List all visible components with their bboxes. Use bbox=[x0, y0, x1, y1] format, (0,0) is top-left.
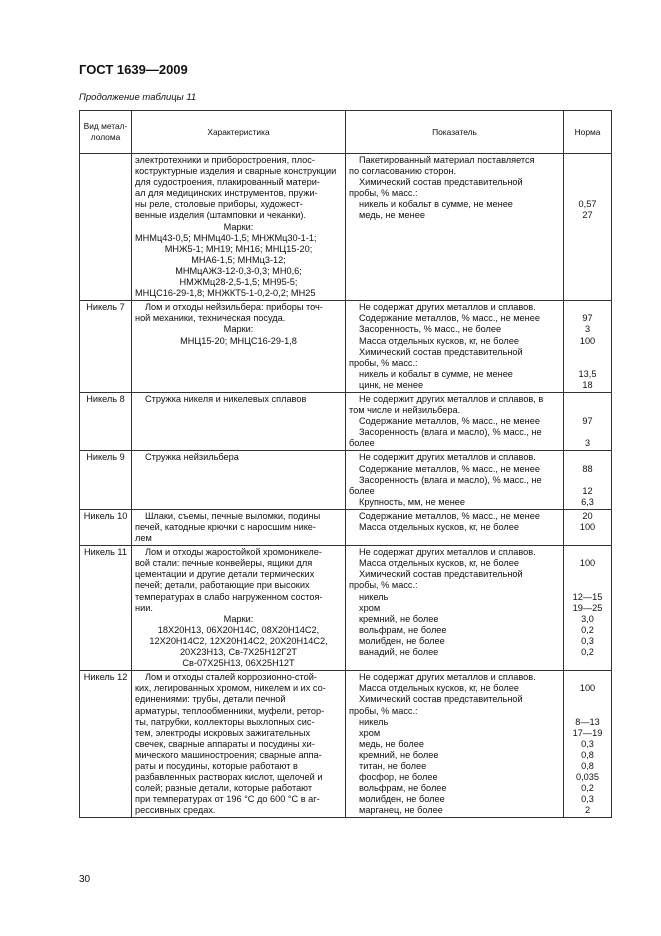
cell-characteristic bbox=[132, 154, 346, 301]
cell-indicator-line: вольфрам, не более bbox=[359, 624, 447, 635]
cell-indicator-line: Масса отдельных кусков, кг, не более bbox=[359, 522, 519, 532]
norm-value: 19—25 bbox=[572, 602, 603, 613]
norm-value: 17—19 bbox=[572, 727, 603, 738]
cell-indicator-line: никель bbox=[359, 591, 389, 602]
cell-indicator-line: Крупность, мм, не менее bbox=[359, 496, 465, 507]
cell-characteristic-line: ал для медицинских инструментов, пружи- bbox=[135, 188, 318, 199]
cell-characteristic bbox=[132, 451, 346, 509]
norm-value: 0,2 bbox=[581, 624, 594, 635]
cell-characteristic-line: разбавленных растворах кислот, щелочей и bbox=[135, 772, 323, 783]
cell-characteristic-line: МНЦС16-29-1,8; МНЖКТ5-1-0,2-0,2; МН25 bbox=[135, 288, 316, 299]
cell-characteristic-line: рессивных средах. bbox=[135, 805, 216, 816]
norm-value: 3 bbox=[584, 324, 591, 335]
cell-indicator-line: Не содержит других металлов и сплавов. bbox=[359, 452, 536, 463]
norm-value: 0,035 bbox=[576, 772, 599, 783]
table-row bbox=[80, 546, 612, 671]
cell-indicator-line: вольфрам, не более bbox=[359, 783, 447, 794]
norm-value bbox=[567, 188, 608, 199]
norm-value bbox=[567, 672, 608, 683]
cell-indicator-line: титан, не более bbox=[359, 760, 427, 771]
cell-indicator-line: Не содержит других металлов и сплавов, в bbox=[359, 393, 544, 404]
cell-characteristic-line: ких, легированных хромом, никелем и их со- bbox=[135, 683, 326, 694]
cell-indicator-line: по согласованию сторон. bbox=[349, 166, 457, 177]
norm-value: 100 bbox=[579, 558, 596, 569]
norm-value bbox=[567, 394, 608, 405]
cell-characteristic bbox=[132, 509, 346, 545]
cell-indicator-line: Масса отдельных кусков, кг, не более bbox=[359, 335, 519, 346]
cell-characteristic-line: тем, электроды искровых зажигательных bbox=[135, 727, 311, 738]
col-header-characteristic: Характеристика bbox=[132, 111, 346, 154]
cell-kind: Никель 9 bbox=[80, 451, 132, 509]
norm-value: 0,8 bbox=[581, 749, 594, 760]
cell-indicator-line: медь, не более bbox=[359, 738, 424, 749]
norm-value bbox=[567, 347, 608, 358]
cell-characteristic-line: для судостроения, плакированный матери- bbox=[135, 177, 320, 188]
cell-characteristic-line: ны реле, столовые приборы, художест- bbox=[135, 199, 303, 210]
cell-norm bbox=[564, 301, 612, 393]
cell-indicator-line: ванадий, не более bbox=[359, 647, 439, 658]
cell-kind: Никель 12 bbox=[80, 671, 132, 818]
norm-value bbox=[567, 547, 608, 558]
cell-indicator-line: Засоренность (влага и масло), % масс., не bbox=[359, 474, 542, 485]
norm-value: 0,2 bbox=[581, 647, 594, 658]
cell-characteristic-line: коструктурные изделия и сварные конструкции bbox=[135, 166, 337, 177]
cell-characteristic-line: печей; детали, работающие при высоких bbox=[135, 580, 310, 591]
cell-characteristic-line: МНЦ15-20; МНЦС16-29-1,8 bbox=[180, 335, 297, 346]
norm-value bbox=[567, 569, 608, 580]
table-caption: Продолжение таблицы 11 bbox=[79, 92, 197, 103]
norm-value: 0,8 bbox=[581, 760, 594, 771]
cell-indicator-line: Не содержат других металлов и сплавов. bbox=[359, 302, 536, 313]
cell-indicator-line: Засоренность, % масс., не более bbox=[359, 324, 502, 335]
norm-value: 3,0 bbox=[581, 613, 594, 624]
cell-indicator-line: молибден, не более bbox=[359, 635, 445, 646]
cell-norm bbox=[564, 392, 612, 450]
cell-characteristic-line: Лом и отходы сталей коррозионно-стой- bbox=[145, 672, 317, 683]
cell-characteristic-line: цементации и другие детали термических bbox=[135, 569, 315, 580]
cell-characteristic-line: ной механики, техническая посуда. bbox=[135, 313, 286, 324]
norm-value: 6,3 bbox=[581, 496, 594, 507]
cell-indicator bbox=[346, 301, 564, 393]
norm-value: 97 bbox=[582, 313, 593, 324]
cell-characteristic-line: Стружка никеля и никелевых сплавов bbox=[145, 393, 307, 404]
norm-value bbox=[567, 166, 608, 177]
norm-value: 12—15 bbox=[572, 591, 603, 602]
cell-characteristic-line: электротехники и приборостроения, плос- bbox=[135, 155, 315, 165]
cell-indicator-line: более bbox=[349, 485, 375, 496]
norm-value: 2 bbox=[584, 805, 591, 816]
cell-kind: Никель 7 bbox=[80, 301, 132, 393]
cell-characteristic-line: Стружка нейзильбера bbox=[145, 452, 239, 463]
cell-indicator-line: Содержание металлов, % масс., не менее bbox=[359, 313, 540, 324]
norm-value bbox=[567, 706, 608, 717]
cell-characteristic-line: солей; разные детали, которые работают bbox=[135, 783, 313, 794]
norm-value: 88 bbox=[582, 463, 593, 474]
cell-indicator-line: молибден, не более bbox=[359, 794, 445, 805]
cell-indicator-line: Масса отдельных кусков, кг, не более bbox=[359, 558, 519, 569]
cell-characteristic-line: нии. bbox=[135, 602, 153, 613]
col-header-norm: Норма bbox=[564, 111, 612, 154]
cell-indicator-line: фосфор, не более bbox=[359, 772, 438, 783]
table-row bbox=[80, 392, 612, 450]
cell-characteristic-line: МНА6-1,5; МНМц3-12; bbox=[191, 254, 286, 265]
cell-indicator-line: кремний, не более bbox=[359, 749, 439, 760]
cell-kind: Никель 11 bbox=[80, 546, 132, 671]
cell-characteristic-line: Марки: bbox=[223, 324, 254, 335]
cell-characteristic bbox=[132, 301, 346, 393]
cell-indicator-line: никель и кобальт в сумме, не менее bbox=[359, 368, 513, 379]
norm-value bbox=[567, 580, 608, 591]
cell-kind bbox=[80, 154, 132, 301]
cell-indicator-line: Химический состав представительной bbox=[359, 569, 523, 580]
norm-value: 0,3 bbox=[581, 635, 594, 646]
cell-indicator-line: Химический состав представительной bbox=[359, 694, 523, 705]
cell-indicator bbox=[346, 546, 564, 671]
cell-indicator-line: пробы, % масс.: bbox=[349, 580, 418, 591]
norm-value bbox=[567, 302, 608, 313]
norm-value: 100 bbox=[579, 683, 596, 694]
cell-indicator-line: Содержание металлов, % масс., не менее bbox=[359, 416, 540, 427]
cell-indicator-line: никель и кобальт в сумме, не менее bbox=[359, 199, 513, 210]
cell-indicator-line: Содержание металлов, % масс., не менее bbox=[359, 510, 540, 521]
cell-characteristic-line: температурах в слабо нагруженном состоя- bbox=[135, 591, 323, 602]
cell-indicator-line: хром bbox=[359, 602, 381, 613]
cell-kind: Никель 8 bbox=[80, 392, 132, 450]
norm-value bbox=[567, 694, 608, 705]
cell-indicator-line: Пакетированный материал поставляется bbox=[359, 155, 535, 165]
norm-value bbox=[567, 155, 608, 166]
cell-norm bbox=[564, 451, 612, 509]
cell-indicator-line: Содержание металлов, % масс., не менее bbox=[359, 463, 540, 474]
cell-indicator-line: Не содержат других металлов и сплавов. bbox=[359, 672, 536, 683]
cell-indicator bbox=[346, 509, 564, 545]
norm-value: 100 bbox=[579, 335, 596, 346]
norm-value: 12 bbox=[582, 485, 593, 496]
cell-characteristic-line: лем bbox=[135, 533, 152, 544]
cell-indicator bbox=[346, 451, 564, 509]
cell-characteristic-line: Шлаки, съемы, печные выломки, подины bbox=[145, 510, 321, 521]
cell-norm bbox=[564, 546, 612, 671]
cell-characteristic-line: Марки: bbox=[223, 613, 254, 624]
cell-characteristic-line: мического машиностроения; сварные аппа- bbox=[135, 749, 322, 760]
cell-indicator-line: Химический состав представительной bbox=[359, 346, 523, 357]
norm-value: 97 bbox=[582, 416, 593, 427]
norm-value: 20 bbox=[582, 510, 593, 521]
cell-indicator-line: Не содержат других металлов и сплавов. bbox=[359, 547, 536, 558]
cell-characteristic-line: 20Х23Н13, Св-7Х25Н12Г2Т bbox=[179, 647, 298, 658]
cell-kind: Никель 10 bbox=[80, 509, 132, 545]
cell-characteristic-line: Лом и отходы нейзильбера: приборы точ- bbox=[145, 302, 323, 313]
cell-characteristic-line: НМЖМц28-2,5-1,5; МН95-5; bbox=[179, 277, 298, 288]
cell-characteristic-line: МНЖ5-1; МН19; МН16; МНЦ15-20; bbox=[164, 243, 313, 254]
cell-characteristic-line: Св-07Х25Н13, 06Х25Н12Т bbox=[182, 658, 295, 669]
cell-characteristic-line: 12Х20Н14С2, 12Х20Н14С2, 20Х20Н14С2, bbox=[149, 635, 328, 646]
cell-norm bbox=[564, 671, 612, 818]
cell-characteristic-line: при температурах от 196 °С до 600 °С в аг- bbox=[135, 794, 320, 805]
norm-value bbox=[567, 405, 608, 416]
cell-indicator-line: кремний, не более bbox=[359, 613, 439, 624]
cell-indicator bbox=[346, 392, 564, 450]
table-header-row bbox=[80, 111, 612, 154]
cell-characteristic-line: Лом и отходы жаростойкой хромоникеле- bbox=[145, 547, 322, 558]
norm-value: 100 bbox=[579, 522, 596, 532]
cell-indicator-line: Масса отдельных кусков, кг, не более bbox=[359, 683, 519, 694]
norm-value: 0,3 bbox=[581, 738, 594, 749]
cell-indicator bbox=[346, 671, 564, 818]
cell-characteristic-line: МНМцАЖ3-12-0,3-0,3; МН0,6; bbox=[175, 265, 302, 276]
cell-indicator-line: Химический состав представительной bbox=[359, 177, 523, 188]
table-row bbox=[80, 301, 612, 393]
norm-value bbox=[567, 358, 608, 369]
cell-characteristic-line: арматуры, теплообменники, муфели, ретор- bbox=[135, 705, 325, 716]
cell-indicator-line: пробы, % масс.: bbox=[349, 705, 418, 716]
norm-value: 8—13 bbox=[575, 716, 600, 727]
cell-characteristic bbox=[132, 392, 346, 450]
table-row bbox=[80, 451, 612, 509]
cell-characteristic-line: раты и посудины, которые работают в bbox=[135, 760, 298, 771]
cell-characteristic bbox=[132, 671, 346, 818]
cell-indicator-line: более bbox=[349, 438, 375, 449]
cell-indicator-line: пробы, % масс.: bbox=[349, 188, 418, 199]
cell-characteristic-line: единениями: трубы, детали печной bbox=[135, 694, 286, 705]
norm-value: 0,3 bbox=[581, 794, 594, 805]
norm-value: 0,2 bbox=[581, 783, 594, 794]
cell-indicator-line: цинк, не менее bbox=[359, 379, 424, 390]
cell-characteristic-line: вой стали: печные конвейеры, ящики для bbox=[135, 558, 313, 569]
table-row bbox=[80, 509, 612, 545]
cell-indicator-line: Засоренность (влага и масло), % масс., не bbox=[359, 427, 542, 438]
table-row bbox=[80, 154, 612, 301]
cell-characteristic-line: венные изделия (штамповки и чеканки). bbox=[135, 210, 307, 221]
col-header-indicator: Показатель bbox=[346, 111, 564, 154]
norm-value bbox=[567, 475, 608, 486]
norm-value bbox=[567, 177, 608, 188]
norm-value bbox=[567, 427, 608, 438]
norm-value: 13,5 bbox=[578, 368, 597, 379]
norm-value: 18 bbox=[582, 379, 593, 390]
cell-norm bbox=[564, 154, 612, 301]
table-row bbox=[80, 671, 612, 818]
cell-indicator-line: медь, не менее bbox=[359, 210, 425, 221]
col-header-kind: Вид метал- лолома bbox=[80, 111, 132, 154]
cell-indicator-line: пробы, % масс.: bbox=[349, 357, 418, 368]
page-number: 30 bbox=[79, 874, 91, 885]
cell-characteristic-line: Марки: bbox=[223, 221, 254, 232]
cell-characteristic bbox=[132, 546, 346, 671]
cell-characteristic-line: свечек, сварные аппараты и посудины хи- bbox=[135, 738, 315, 749]
document-header: ГОСТ 1639—2009 bbox=[79, 62, 188, 77]
cell-characteristic-line: 18Х20Н13, 06Х20Н14С, 08Х20Н14С2, bbox=[157, 624, 320, 635]
norm-value: 0,57 bbox=[578, 199, 597, 210]
cell-indicator-line: хром bbox=[359, 727, 381, 738]
norm-value: 27 bbox=[582, 210, 593, 221]
cell-characteristic-line: ты, патрубки, коллекторы выхлопных сис- bbox=[135, 716, 315, 727]
cell-characteristic-line: МНМц43-0,5; МНМц40-1,5; МНЖМц30-1-1; bbox=[135, 232, 317, 243]
cell-indicator bbox=[346, 154, 564, 301]
cell-indicator-line: том числе и нейзильбера. bbox=[349, 405, 461, 416]
metal-scrap-table bbox=[79, 110, 612, 818]
norm-value: 3 bbox=[584, 438, 591, 449]
cell-norm bbox=[564, 509, 612, 545]
cell-indicator-line: марганец, не более bbox=[359, 805, 443, 816]
norm-value bbox=[567, 452, 608, 463]
cell-indicator-line: никель bbox=[359, 716, 389, 727]
cell-characteristic-line: печей, катодные крючки с наросшим никe- bbox=[135, 522, 316, 532]
